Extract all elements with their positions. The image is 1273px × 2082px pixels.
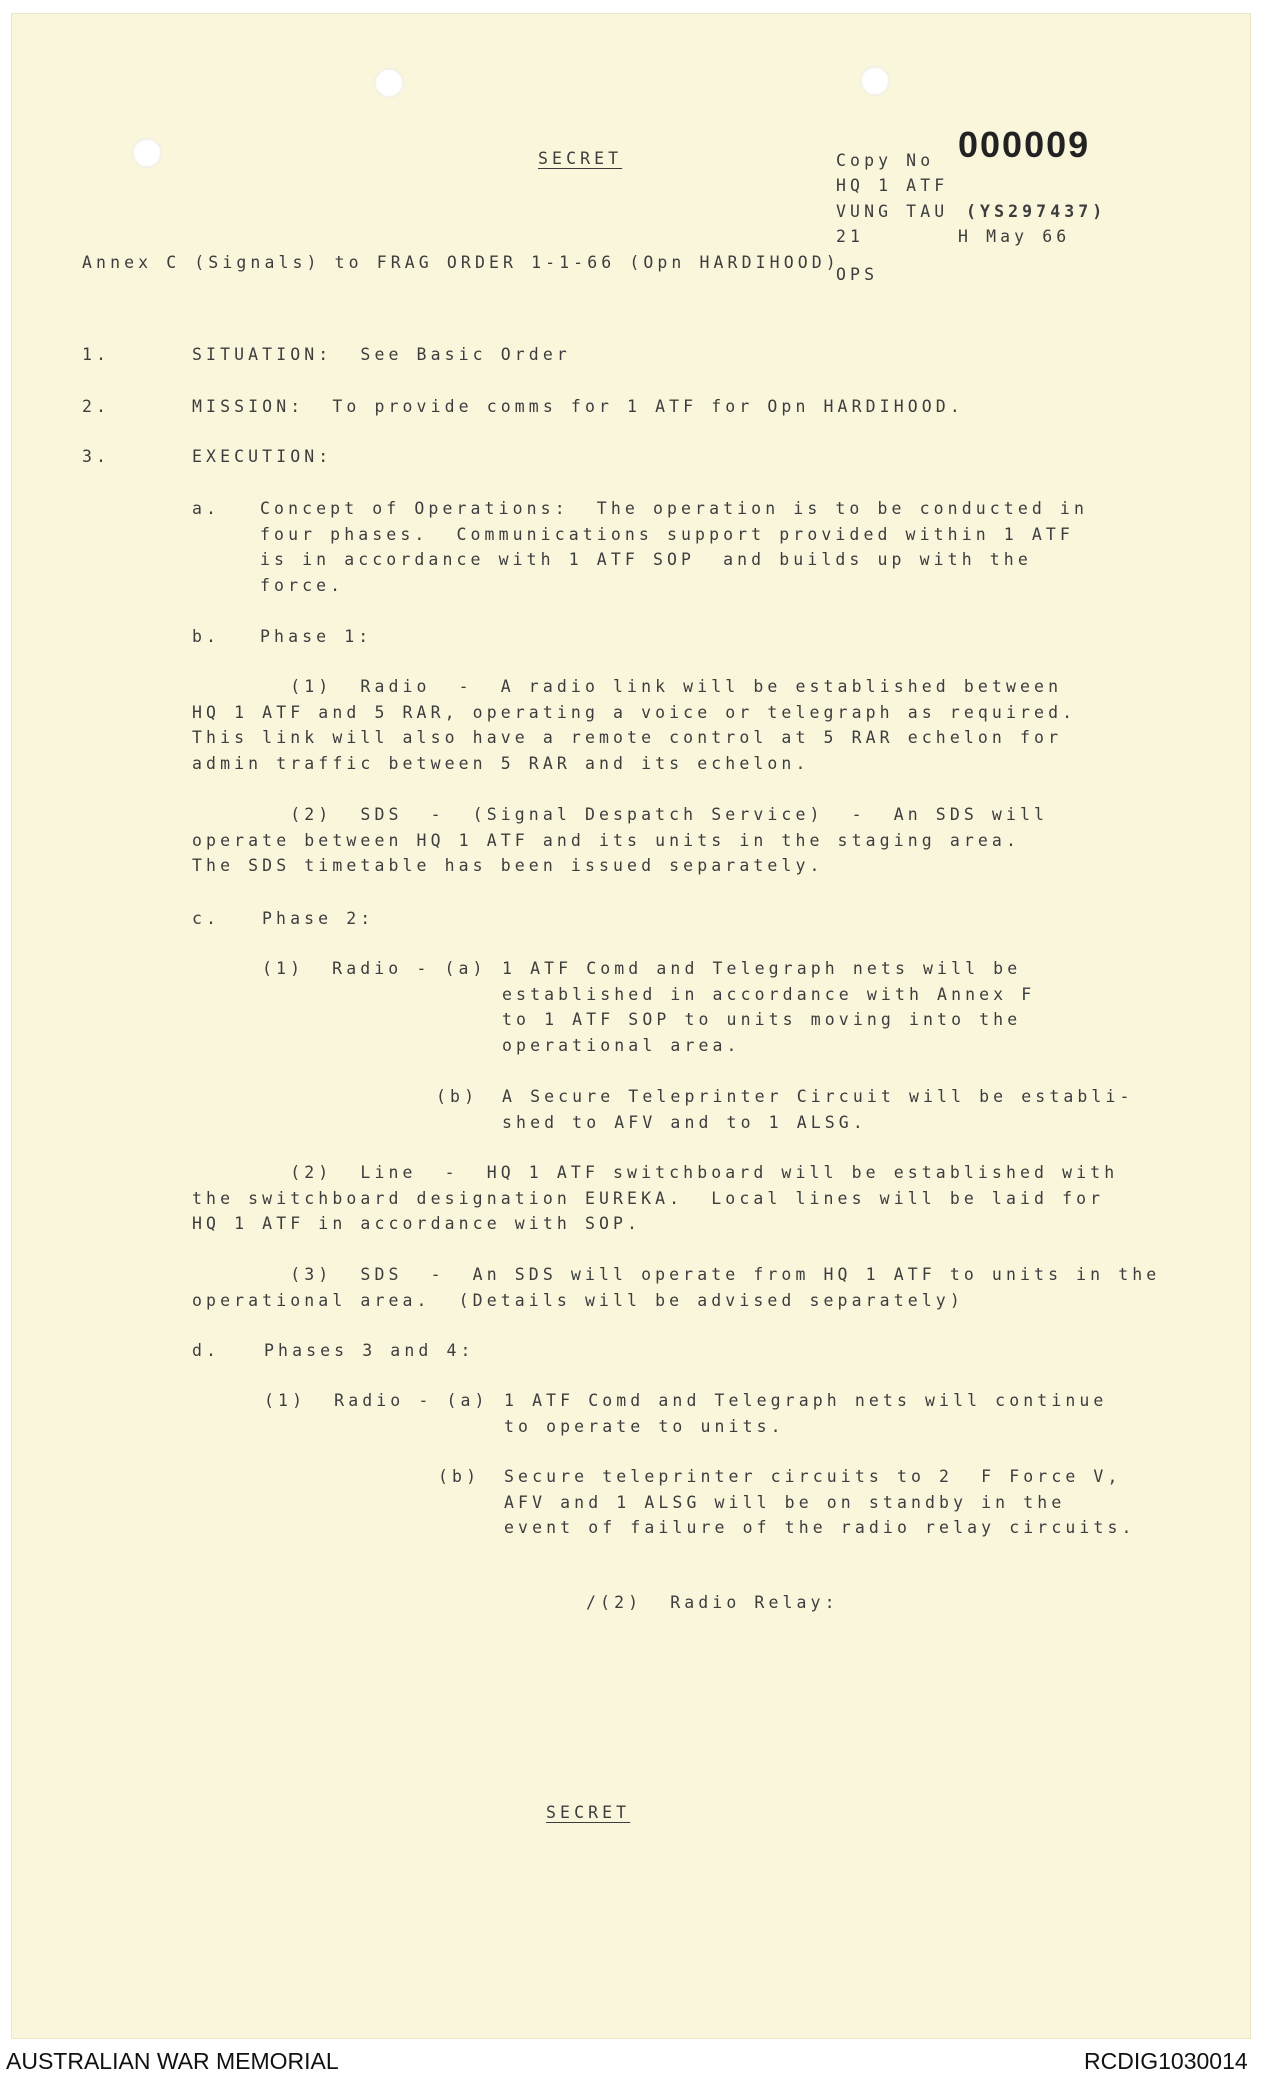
text-line: HQ 1 ATF in accordance with SOP. (192, 1214, 642, 1233)
text-line: (3) SDS - An SDS will operate from HQ 1 ATF to units in the (192, 1265, 1161, 1284)
text-line: This link will also have a remote control at 5 RAR echelon for (192, 728, 1063, 747)
text-line: (2) SDS - (Signal Despatch Service) - An SDS will (192, 805, 1049, 824)
annex-title: Annex C (Signals) to FRAG ORDER 1-1-66 (Opn HARDIHOOD) (82, 253, 840, 272)
document-page (12, 14, 1250, 2038)
text-line: shed to AFV and to 1 ALSG. (502, 1113, 867, 1132)
text-line: admin traffic between 5 RAR and its echelon. (192, 754, 810, 773)
date-day: 21 (836, 227, 865, 246)
phases-3-4-radio-head: (1) Radio - (a) (264, 1391, 489, 1410)
text-line: to operate to units. (504, 1417, 785, 1436)
text-line: operational area. (Details will be advised separately) (192, 1291, 964, 1310)
para-2-number: 2. (82, 397, 111, 416)
para-3-text: EXECUTION: (192, 447, 333, 466)
para-2-text: MISSION: To provide comms for 1 ATF for Opn HARDIHOOD. (192, 397, 964, 416)
text-line: 1 ATF Comd and Telegraph nets will be (502, 959, 1022, 978)
sub-c-title: Phase 2: (262, 909, 375, 928)
phase-2-radio-head: (1) Radio - (a) (262, 959, 487, 978)
text-line: force. (260, 576, 345, 595)
text-line: The SDS timetable has been issued separately. (192, 856, 824, 875)
text-line: A Secure Teleprinter Circuit will be establi- (502, 1087, 1134, 1106)
sub-a-label: a. (192, 499, 221, 518)
text-line: event of failure of the radio relay circuits. (504, 1518, 1136, 1537)
phase-2-radio-b-label: (b) (436, 1087, 479, 1106)
punch-hole (374, 68, 404, 98)
text-line: (2) Line - HQ 1 ATF switchboard will be established with (192, 1163, 1119, 1182)
para-1-number: 1. (82, 345, 111, 364)
punch-hole (132, 138, 162, 168)
text-line: the switchboard designation EUREKA. Local lines will be laid for (192, 1189, 1105, 1208)
text-line: established in accordance with Annex F (502, 985, 1036, 1004)
text-line: to 1 ATF SOP to units moving into the (502, 1010, 1022, 1029)
hq-line: HQ 1 ATF (836, 176, 949, 195)
text-line: AFV and 1 ALSG will be on standby in the (504, 1493, 1066, 1512)
sub-b-title: Phase 1: (260, 627, 373, 646)
punch-hole (860, 66, 890, 96)
text-line: four phases. Communications support provided within 1 ATF (260, 525, 1074, 544)
copy-label: Copy No (836, 151, 935, 170)
department: OPS (836, 265, 879, 284)
text-line: is in accordance with 1 ATF SOP and builds up with the (260, 550, 1032, 569)
sub-c-label: c. (192, 909, 221, 928)
sub-d-title: Phases 3 and 4: (264, 1341, 475, 1360)
sub-d-label: d. (192, 1341, 221, 1360)
classification-top: SECRET (538, 149, 623, 168)
text-line: 1 ATF Comd and Telegraph nets will continue (504, 1391, 1108, 1410)
text-line: Concept of Operations: The operation is to be conducted in (260, 499, 1088, 518)
phases-3-4-radio-b-label: (b) (438, 1467, 481, 1486)
grid-reference: (YS297437) (966, 202, 1107, 221)
copy-number: 000009 (958, 124, 1091, 165)
sub-b-label: b. (192, 627, 221, 646)
para-1-text: SITUATION: See Basic Order (192, 345, 571, 364)
text-line: Secure teleprinter circuits to 2 F Force V, (504, 1467, 1122, 1486)
text-line: operational area. (502, 1036, 741, 1055)
continuation-note: /(2) Radio Relay: (586, 1593, 839, 1612)
text-line: HQ 1 ATF and 5 RAR, operating a voice or telegraph as required. (192, 703, 1077, 722)
classification-bottom: SECRET (546, 1803, 631, 1822)
archive-credit: AUSTRALIAN WAR MEMORIAL (6, 2048, 339, 2074)
date-month: H May 66 (958, 227, 1071, 246)
location: VUNG TAU (836, 202, 949, 221)
archive-id: RCDIG1030014 (1084, 2048, 1248, 2074)
para-3-number: 3. (82, 447, 111, 466)
text-line: (1) Radio - A radio link will be established between (192, 677, 1063, 696)
text-line: operate between HQ 1 ATF and its units in the staging area. (192, 831, 1020, 850)
